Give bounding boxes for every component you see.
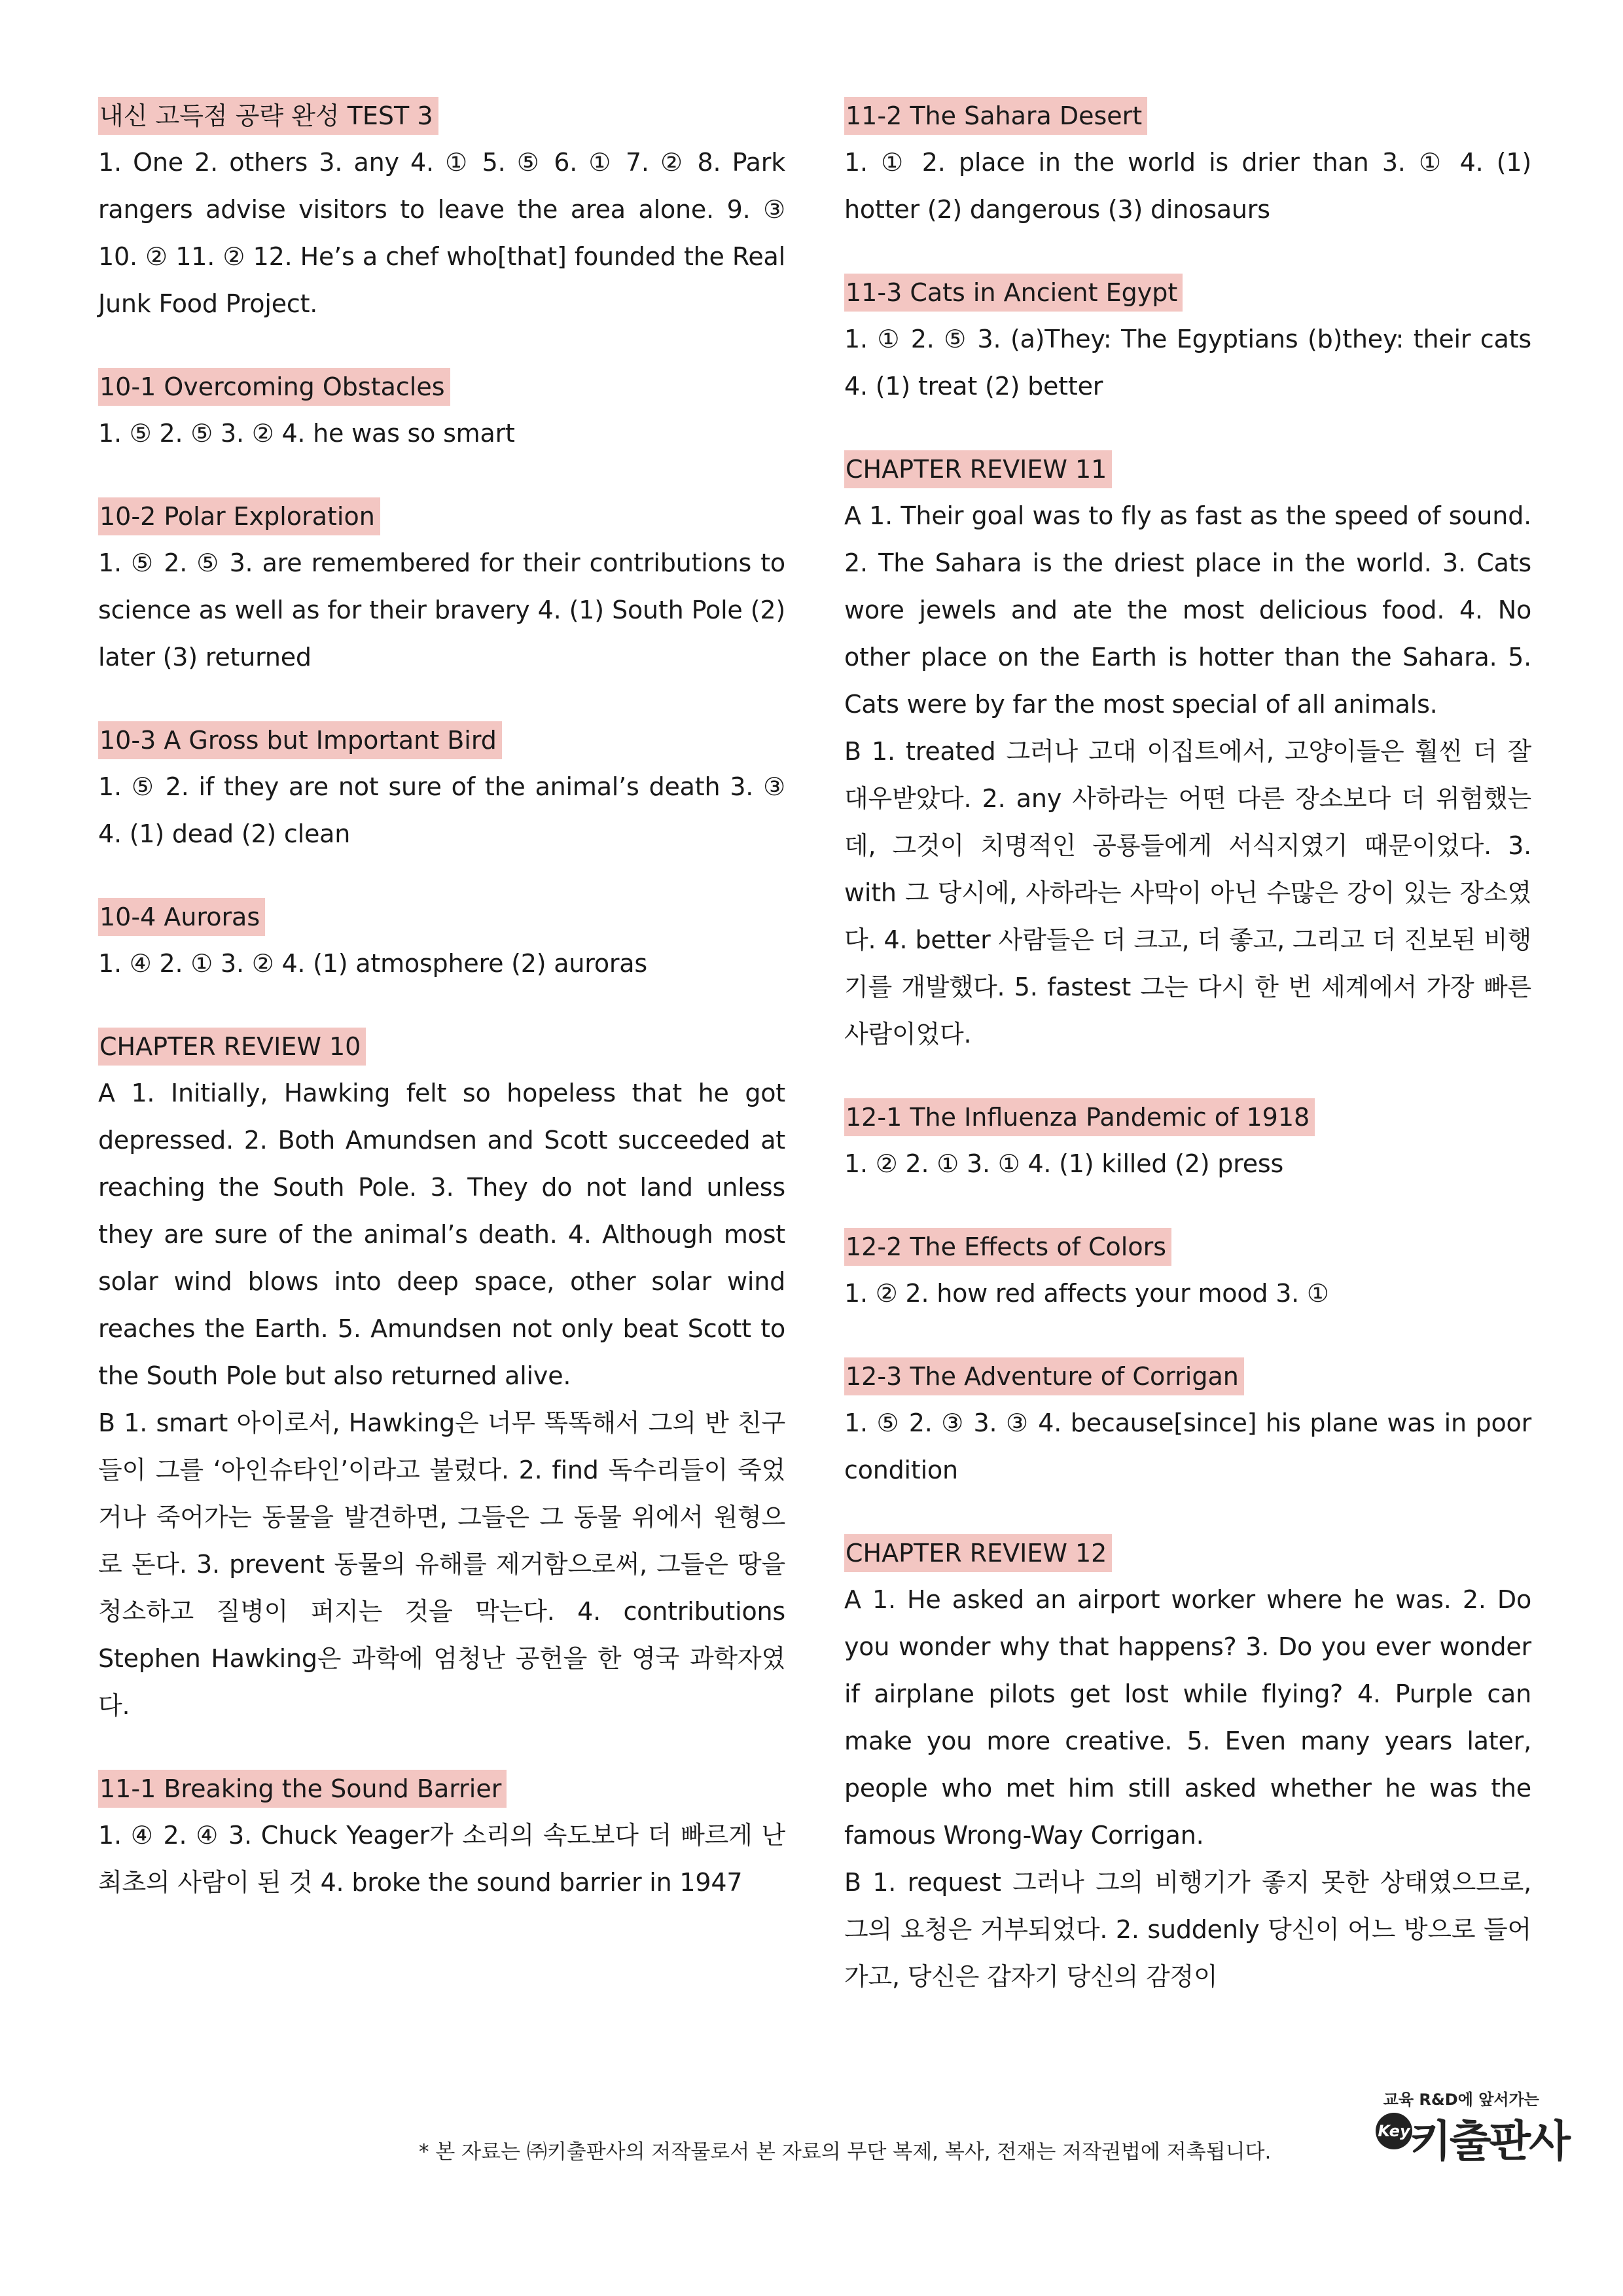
answer-text: 1. ⑤ 2. ⑤ 3. ② 4. he was so smart: [98, 419, 515, 448]
key-logo-icon: Key: [1376, 2113, 1412, 2149]
answer-section: [98, 497, 785, 681]
answer-section: [98, 898, 785, 987]
section-heading: CHAPTER REVIEW 10: [98, 1028, 366, 1066]
section-heading: 10-4 Auroras: [98, 898, 265, 936]
answer-text: 1. ① 2. ⑤ 3. (a)They: The Egyptians (b)they: their cats 4. (1) treat (2) better: [844, 325, 1531, 401]
answer-section: [844, 450, 1531, 1058]
answer-section: [844, 1228, 1531, 1317]
answer-text: 1. ⑤ 2. ⑤ 3. are remembered for their contributions to science as well as for their bravery 4. (1) South Pole (2) later (3) returned: [98, 548, 785, 672]
answer-text: A 1. Initially, Hawking felt so hopeless that he got depressed. 2. Both Amundsen and Scott succeeded at reaching the South Pole. 3. They do not land unless they are sure of the animal’s death. 4. Although most solar wind blows into deep space, other solar wind reaches the Earth. 5. Amundsen not only beat Scott to the South Pole but also returned alive.: [98, 1079, 785, 1390]
section-heading: 12-1 The Influenza Pandemic of 1918: [844, 1098, 1315, 1136]
section-heading: 10-3 A Gross but Important Bird: [98, 721, 502, 759]
section-heading: CHAPTER REVIEW 12: [844, 1534, 1112, 1572]
answer-text: 1. One 2. others 3. any 4. ① 5. ⑤ 6. ① 7. ② 8. Park rangers advise visitors to leave the area alone. 9. ③ 10. ② 11. ② 12. He’s a chef who[that] founded the Real Junk Food Project.: [98, 148, 785, 318]
left-column: [98, 97, 785, 1946]
answer-text: 1. ① 2. place in the world is drier than 3. ① 4. (1) hotter (2) dangerous (3) dinosaurs: [844, 148, 1531, 224]
logo-name: 키출판사: [1410, 2116, 1569, 2166]
answer-section: [844, 97, 1531, 233]
answer-text: 1. ④ 2. ① 3. ② 4. (1) atmosphere (2) auroras: [98, 949, 647, 978]
answer-section: [844, 1357, 1531, 1494]
answer-text: 1. ② 2. how red affects your mood 3. ①: [844, 1279, 1329, 1308]
answer-text: A 1. Their goal was to fly as fast as the speed of sound. 2. The Sahara is the driest place in the world. 3. Cats wore jewels and ate the most delicious food. 4. No other place on the Earth is hotter than the Sahara. 5. Cats were by far the most special of all animals.: [844, 501, 1531, 719]
section-heading: CHAPTER REVIEW 11: [844, 450, 1112, 488]
answer-section: [98, 368, 785, 457]
answer-text: 1. ⑤ 2. if they are not sure of the animal’s death 3. ③ 4. (1) dead (2) clean: [98, 772, 785, 848]
answer-section: [844, 1534, 1531, 2000]
answer-text: A 1. He asked an airport worker where he was. 2. Do you wonder why that happens? 3. Do you ever wonder if airplane pilots get lost while flying? 4. Purple can make you more creative. 5. Even many years later, people who met him still asked whether he was the famous Wrong-Way Corrigan.: [844, 1585, 1531, 1850]
answer-section: [98, 97, 785, 327]
answer-section: [98, 1028, 785, 1729]
publisher-logo: [1369, 2087, 1569, 2166]
answer-section: [844, 1098, 1531, 1187]
answer-section: [98, 721, 785, 857]
section-heading: 10-2 Polar Exploration: [98, 497, 380, 535]
answer-text: 1. ② 2. ① 3. ① 4. (1) killed (2) press: [844, 1149, 1284, 1178]
section-heading: 내신 고득점 공략 완성 TEST 3: [98, 97, 438, 135]
answer-section: [844, 274, 1531, 410]
section-heading: 11-3 Cats in Ancient Egypt: [844, 274, 1183, 312]
section-heading: 11-2 The Sahara Desert: [844, 97, 1147, 135]
logo-slogan: 교육 R&D에 앞서가는: [1383, 2090, 1539, 2109]
section-heading: 12-2 The Effects of Colors: [844, 1228, 1171, 1266]
section-heading: 10-1 Overcoming Obstacles: [98, 368, 450, 406]
answer-section: [98, 1770, 785, 1906]
answer-text: 1. ④ 2. ④ 3. Chuck Yeager가 소리의 속도보다 더 빠르게 난 최초의 사람이 된 것 4. broke the sound barrier in 1947: [98, 1821, 785, 1897]
answer-text: B 1. treated 그러나 고대 이집트에서, 고양이들은 훨씬 더 잘 대우받았다. 2. any 사하라는 어떤 다른 장소보다 더 위험했는데, 그것이 치명적인 공룡들에게 서식지였기 때문이었다. 3. with 그 당시에, 사하라는 사막이 아닌 수많은 강이 있는 장소였다. 4. better 사람들은 더 크고, 더 좋고, 그리고 더 진보된 비행기를 개발했다. 5. fastest 그는 다시 한 번 세계에서 가장 빠른 사람이었다.: [844, 737, 1531, 1049]
section-heading: 12-3 The Adventure of Corrigan: [844, 1357, 1244, 1395]
answer-text: B 1. smart 아이로서, Hawking은 너무 똑똑해서 그의 반 친구들이 그를 ‘아인슈타인’이라고 불렀다. 2. find 독수리들이 죽었거나 죽어가는 동물을 발견하면, 그들은 그 동물 위에서 원형으로 돈다. 3. prevent 동물의 유해를 제거함으로써, 그들은 땅을 청소하고 질병이 퍼지는 것을 막는다. 4. contributions Stephen Hawking은 과학에 엄청난 공헌을 한 영국 과학자였다.: [98, 1408, 785, 1720]
copyright-notice: * 본 자료는 ㈜키출판사의 저작물로서 본 자료의 무단 복제, 복사, 전재는 저작권법에 저촉됩니다.: [419, 2140, 1272, 2164]
answer-text: B 1. request 그러나 그의 비행기가 좋지 못한 상태였으므로, 그의 요청은 거부되었다. 2. suddenly 당신이 어느 방으로 들어가고, 당신은 갑자기 당신의 감정이: [844, 1868, 1531, 1991]
section-heading: 11-1 Breaking the Sound Barrier: [98, 1770, 507, 1808]
answer-text: 1. ⑤ 2. ③ 3. ③ 4. because[since] his plane was in poor condition: [844, 1408, 1531, 1484]
right-column: [844, 97, 1531, 2041]
